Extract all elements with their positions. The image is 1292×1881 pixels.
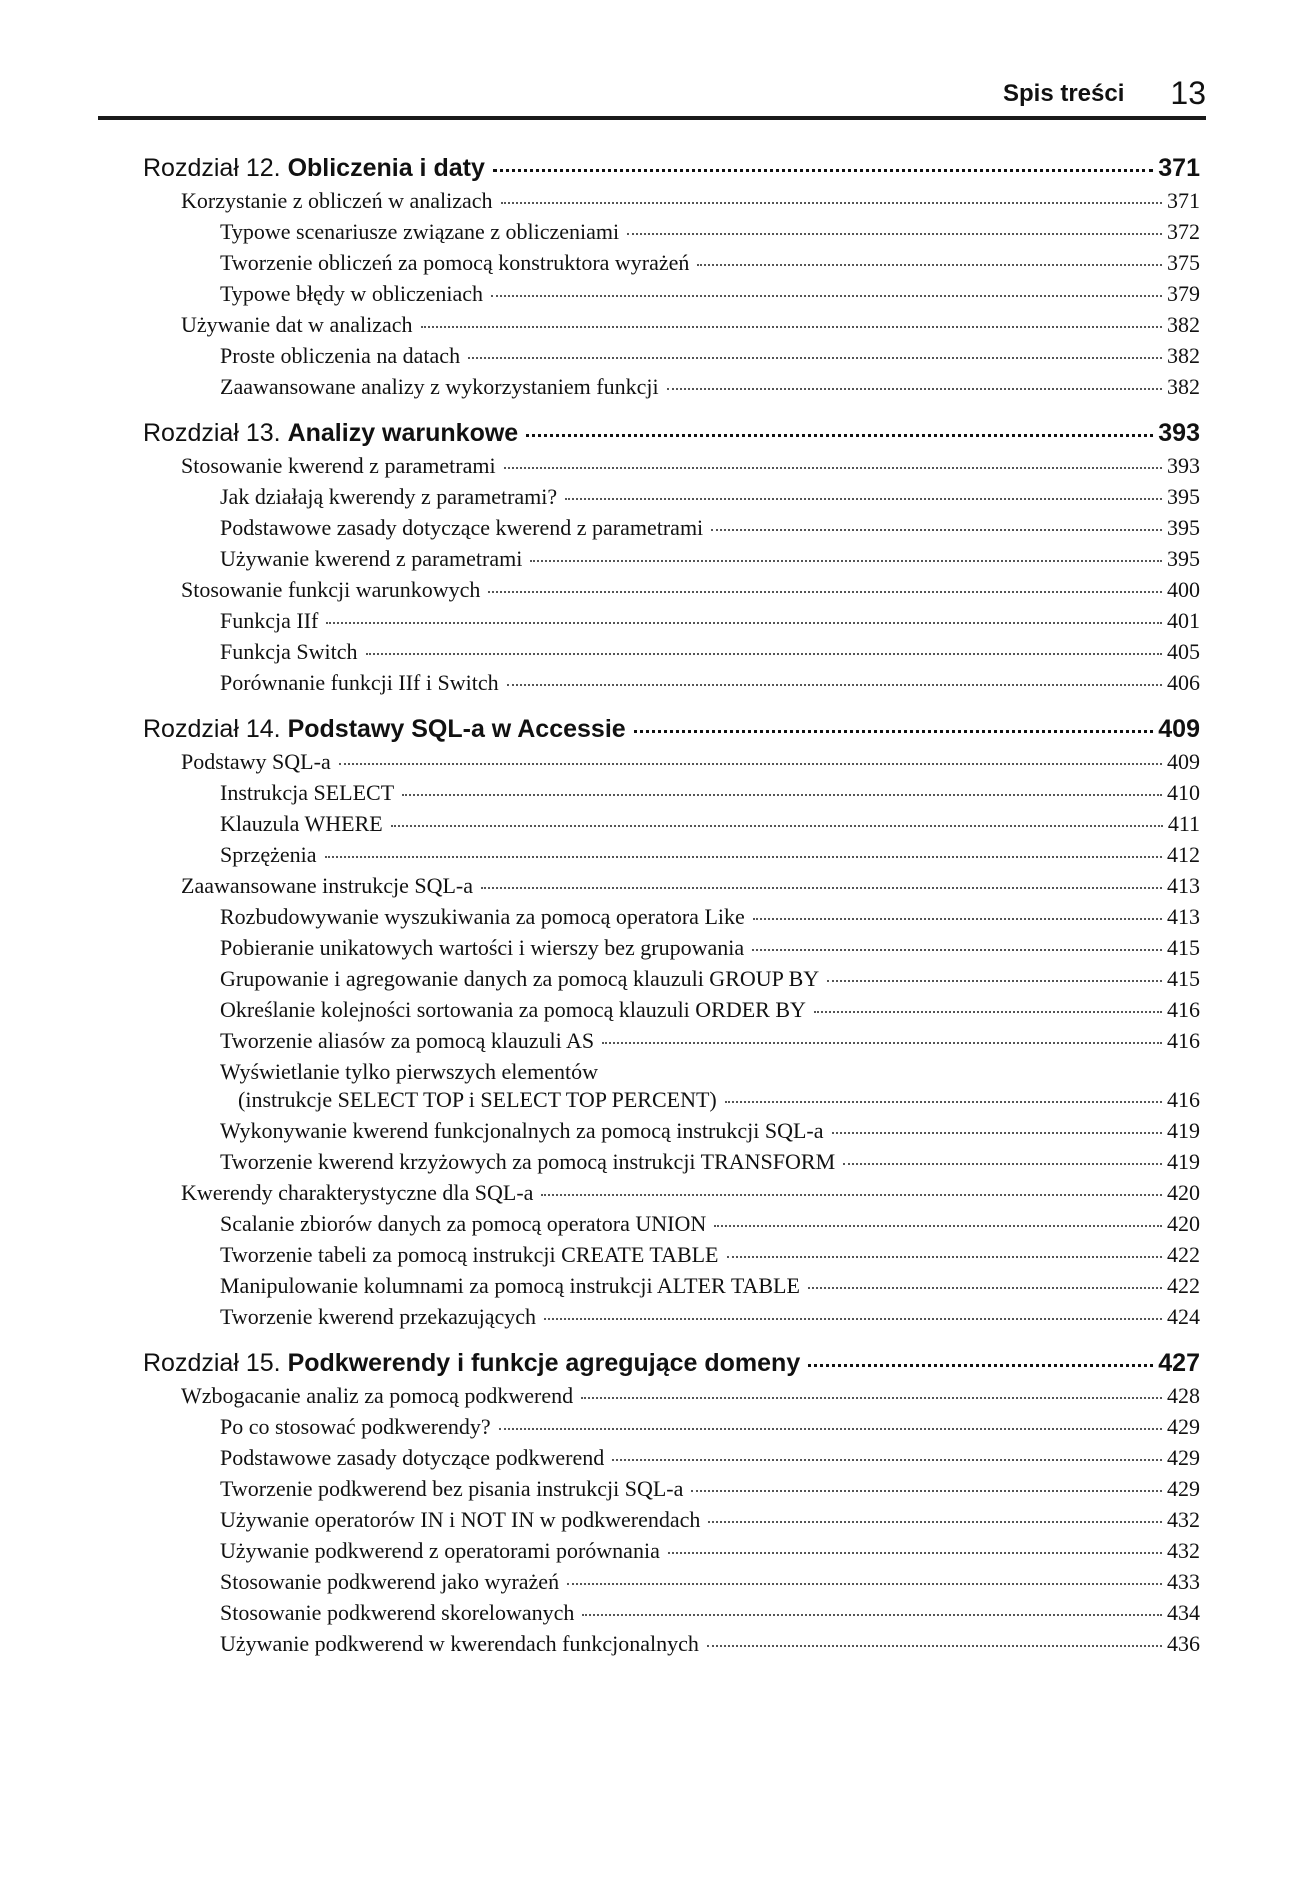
chapter-section: [143, 419, 1200, 701]
entry-page: 409: [1167, 749, 1200, 774]
dot-leader: [714, 1225, 1162, 1227]
toc-subsection-entry[interactable]: [143, 343, 1200, 374]
entry-title: Klauzula WHERE: [220, 811, 383, 836]
entry-page: 410: [1167, 780, 1200, 805]
entry-page: 420: [1167, 1180, 1200, 1205]
entry-title: Podstawy SQL-a: [181, 749, 331, 774]
entry-title: Po co stosować podkwerendy?: [220, 1414, 491, 1439]
toc-subsection-entry[interactable]: [143, 1149, 1200, 1180]
dot-leader: [402, 794, 1162, 796]
toc-subsection-entry[interactable]: [143, 1414, 1200, 1445]
dot-leader: [504, 467, 1162, 469]
entry-page: 379: [1167, 281, 1200, 306]
toc-subsection-entry[interactable]: [143, 1600, 1200, 1631]
toc-subsection-entry[interactable]: [143, 670, 1200, 701]
dot-leader: [832, 1132, 1163, 1134]
chapter-section: [143, 715, 1200, 1335]
entry-page: 432: [1167, 1538, 1200, 1563]
entry-title: Kwerendy charakterystyczne dla SQL-a: [181, 1180, 534, 1205]
dot-leader: [582, 1614, 1162, 1616]
dot-leader: [565, 498, 1162, 500]
dot-leader: [421, 326, 1163, 328]
toc-subsection-entry[interactable]: [143, 515, 1200, 546]
dot-leader: [843, 1163, 1162, 1165]
entry-page: 419: [1167, 1118, 1200, 1143]
toc-subsection-entry[interactable]: [143, 639, 1200, 670]
entry-title-continuation: (instrukcje SELECT TOP i SELECT TOP PERCENT): [238, 1087, 717, 1112]
chapter-title: Obliczenia i daty: [287, 154, 485, 182]
toc-subsection-entry[interactable]: [143, 484, 1200, 515]
toc-subsection-entry[interactable]: [143, 966, 1200, 997]
toc-section-entry[interactable]: [143, 1180, 1200, 1211]
entry-page: 382: [1167, 374, 1200, 399]
entry-title: Podstawowe zasady dotyczące podkwerend: [220, 1445, 605, 1470]
entry-title: Scalanie zbiorów danych za pomocą operatora UNION: [220, 1211, 707, 1236]
entry-page: 401: [1167, 608, 1200, 633]
entry-page: 395: [1167, 515, 1200, 540]
chapter-section: [143, 154, 1200, 405]
toc-entry[interactable]: [143, 1059, 1200, 1087]
dot-leader: [481, 887, 1162, 889]
dot-leader: [526, 434, 1153, 437]
entry-page: 372: [1167, 219, 1200, 244]
toc-subsection-entry[interactable]: [143, 1304, 1200, 1335]
chapter-heading[interactable]: [143, 715, 1200, 749]
dot-leader: [602, 1042, 1162, 1044]
entry-page: 412: [1167, 842, 1200, 867]
dot-leader: [581, 1397, 1162, 1399]
dot-leader: [727, 1256, 1163, 1258]
entry-title: Manipulowanie kolumnami za pomocą instrukcji ALTER TABLE: [220, 1273, 800, 1298]
entry-title: Funkcja Switch: [220, 639, 358, 664]
entry-page: 411: [1167, 811, 1200, 836]
entry-page: 415: [1167, 935, 1200, 960]
toc-section-entry[interactable]: [143, 1383, 1200, 1414]
dot-leader: [627, 233, 1162, 235]
dot-leader: [366, 653, 1163, 655]
chapter-page: 427: [1158, 1349, 1200, 1377]
dot-leader: [541, 1194, 1162, 1196]
toc-section-entry[interactable]: [143, 188, 1200, 219]
entry-title: Grupowanie i agregowanie danych za pomocą klauzuli GROUP BY: [220, 966, 820, 991]
dot-leader: [325, 856, 1163, 858]
toc-subsection-entry[interactable]: [143, 1028, 1200, 1059]
dot-leader: [544, 1318, 1162, 1320]
dot-leader: [507, 684, 1162, 686]
entry-page: 406: [1167, 670, 1200, 695]
running-title: Spis treści: [1003, 80, 1125, 107]
dot-leader: [493, 169, 1153, 172]
entry-page: 393: [1167, 453, 1200, 478]
entry-page: 429: [1167, 1476, 1200, 1501]
toc-subsection-entry[interactable]: [143, 780, 1200, 811]
entry-page: 395: [1167, 484, 1200, 509]
toc-subsection-entry[interactable]: [143, 374, 1200, 405]
entry-page: 413: [1167, 904, 1200, 929]
chapter-title: Podkwerendy i funkcje agregujące domeny: [287, 1349, 801, 1377]
toc-subsection-entry[interactable]: [143, 219, 1200, 250]
entry-title: Używanie kwerend z parametrami: [220, 546, 523, 571]
dot-leader: [491, 295, 1162, 297]
entry-page: 382: [1167, 343, 1200, 368]
dot-leader: [488, 591, 1162, 593]
dot-leader: [691, 1490, 1162, 1492]
entry-page: 416: [1167, 1028, 1200, 1053]
toc-subsection-entry[interactable]: [143, 1631, 1200, 1662]
entry-title: Tworzenie tabeli za pomocą instrukcji CREATE TABLE: [220, 1242, 719, 1267]
chapter-title: Analizy warunkowe: [287, 419, 519, 447]
chapter-label: Rozdział 12.: [143, 154, 281, 182]
dot-leader: [326, 622, 1162, 624]
entry-page: 420: [1167, 1211, 1200, 1236]
entry-title: Tworzenie kwerend przekazujących: [220, 1304, 537, 1329]
toc-subsection-entry[interactable]: [143, 1118, 1200, 1149]
entry-page: 419: [1167, 1149, 1200, 1174]
entry-title: Tworzenie obliczeń za pomocą konstruktora wyrażeń: [220, 250, 690, 275]
chapter-label: Rozdział 14.: [143, 715, 281, 743]
entry-page: 433: [1167, 1569, 1200, 1594]
toc-subsection-entry[interactable]: [143, 281, 1200, 312]
toc-subsection-entry[interactable]: [143, 1242, 1200, 1273]
entry-title: Zaawansowane instrukcje SQL-a: [181, 873, 474, 898]
entry-title: Podstawowe zasady dotyczące kwerend z parametrami: [220, 515, 704, 540]
entry-title: Stosowanie podkwerend skorelowanych: [220, 1600, 575, 1625]
dot-leader: [707, 1645, 1162, 1647]
dot-leader: [814, 1011, 1162, 1013]
chapter-page: 409: [1158, 715, 1200, 743]
dot-leader: [501, 202, 1162, 204]
entry-title: Typowe scenariusze związane z obliczeniami: [220, 219, 620, 244]
toc-entry-continuation[interactable]: [143, 1087, 1200, 1118]
entry-title: Rozbudowywanie wyszukiwania za pomocą operatora Like: [220, 904, 745, 929]
toc-subsection-entry[interactable]: [143, 608, 1200, 639]
toc-section-entry[interactable]: [143, 873, 1200, 904]
dot-leader: [634, 730, 1154, 733]
entry-page: 416: [1167, 1087, 1200, 1112]
dot-leader: [752, 949, 1162, 951]
toc-subsection-entry[interactable]: [143, 935, 1200, 966]
chapter-label: Rozdział 13.: [143, 419, 281, 447]
chapter-page: 393: [1158, 419, 1200, 447]
entry-title: Sprzężenia: [220, 842, 317, 867]
entry-title: Wykonywanie kwerend funkcjonalnych za pomocą instrukcji SQL-a: [220, 1118, 824, 1143]
dot-leader: [499, 1428, 1162, 1430]
entry-page: 434: [1167, 1600, 1200, 1625]
dot-leader: [708, 1521, 1162, 1523]
dot-leader: [753, 918, 1162, 920]
chapter-heading[interactable]: [143, 154, 1200, 188]
entry-page: 436: [1167, 1631, 1200, 1656]
entry-page: 375: [1167, 250, 1200, 275]
entry-page: 415: [1167, 966, 1200, 991]
dot-leader: [808, 1287, 1162, 1289]
toc-subsection-entry[interactable]: [143, 1273, 1200, 1304]
dot-leader: [711, 529, 1162, 531]
entry-title: Określanie kolejności sortowania za pomocą klauzuli ORDER BY: [220, 997, 806, 1022]
entry-page: 429: [1167, 1414, 1200, 1439]
toc-section-entry[interactable]: [143, 749, 1200, 780]
dot-leader: [668, 1552, 1162, 1554]
entry-title: Używanie dat w analizach: [181, 312, 413, 337]
toc-section-entry[interactable]: [143, 577, 1200, 608]
entry-title: Pobieranie unikatowych wartości i wierszy bez grupowania: [220, 935, 745, 960]
toc-subsection-entry[interactable]: [143, 904, 1200, 935]
toc-section-entry[interactable]: [143, 453, 1200, 484]
dot-leader: [697, 264, 1162, 266]
chapter-section: [143, 1349, 1200, 1662]
toc-section-entry[interactable]: [143, 312, 1200, 343]
entry-title: Funkcja IIf: [220, 608, 319, 633]
entry-title: Tworzenie aliasów za pomocą klauzuli AS: [220, 1028, 595, 1053]
chapter-label: Rozdział 15.: [143, 1349, 281, 1377]
entry-page: 416: [1167, 997, 1200, 1022]
entry-page: 432: [1167, 1507, 1200, 1532]
toc-subsection-entry[interactable]: [143, 842, 1200, 873]
entry-page: 422: [1167, 1273, 1200, 1298]
entry-page: 405: [1167, 639, 1200, 664]
dot-leader: [612, 1459, 1162, 1461]
dot-leader: [468, 357, 1162, 359]
toc-subsection-entry[interactable]: [143, 1538, 1200, 1569]
chapter-title: Podstawy SQL-a w Accessie: [287, 715, 626, 743]
toc-subsection-entry[interactable]: [143, 250, 1200, 281]
dot-leader: [827, 980, 1162, 982]
dot-leader: [391, 825, 1163, 827]
toc-subsection-entry[interactable]: [143, 546, 1200, 577]
entry-title: Korzystanie z obliczeń w analizach: [181, 188, 493, 213]
chapter-page: 371: [1158, 154, 1200, 182]
entry-title: Stosowanie funkcji warunkowych: [181, 577, 481, 602]
entry-title: Wzbogacanie analiz za pomocą podkwerend: [181, 1383, 574, 1408]
dot-leader: [808, 1364, 1153, 1367]
page-number: 13: [1170, 75, 1206, 111]
toc-subsection-entry[interactable]: [143, 1476, 1200, 1507]
entry-page: 395: [1167, 546, 1200, 571]
page-header: [98, 62, 1206, 120]
chapter-heading[interactable]: [143, 419, 1200, 453]
entry-page: 428: [1167, 1383, 1200, 1408]
entry-title: Jak działają kwerendy z parametrami?: [220, 484, 558, 509]
entry-title: Tworzenie podkwerend bez pisania instrukcji SQL-a: [220, 1476, 684, 1501]
entry-title: Używanie operatorów IN i NOT IN w podkwerendach: [220, 1507, 701, 1532]
chapter-heading[interactable]: [143, 1349, 1200, 1383]
entry-page: 413: [1167, 873, 1200, 898]
dot-leader: [667, 388, 1162, 390]
entry-title: Używanie podkwerend z operatorami porównania: [220, 1538, 660, 1563]
entry-title: Wyświetlanie tylko pierwszych elementów: [220, 1059, 599, 1084]
entry-title: Porównanie funkcji IIf i Switch: [220, 670, 499, 695]
entry-page: 422: [1167, 1242, 1200, 1267]
entry-page: 382: [1167, 312, 1200, 337]
entry-title: Typowe błędy w obliczeniach: [220, 281, 483, 306]
entry-title: Stosowanie podkwerend jako wyrażeń: [220, 1569, 560, 1594]
entry-title: Zaawansowane analizy z wykorzystaniem funkcji: [220, 374, 659, 399]
toc-subsection-entry[interactable]: [143, 1445, 1200, 1476]
entry-title: Stosowanie kwerend z parametrami: [181, 453, 496, 478]
entry-page: 400: [1167, 577, 1200, 602]
entry-page: 371: [1167, 188, 1200, 213]
entry-title: Tworzenie kwerend krzyżowych za pomocą instrukcji TRANSFORM: [220, 1149, 836, 1174]
dot-leader: [530, 560, 1162, 562]
table-of-contents: [143, 154, 1200, 1676]
entry-title: Proste obliczenia na datach: [220, 343, 461, 368]
entry-title: Używanie podkwerend w kwerendach funkcjonalnych: [220, 1631, 699, 1656]
toc-subsection-entry[interactable]: [143, 997, 1200, 1028]
toc-subsection-entry[interactable]: [143, 1569, 1200, 1600]
entry-title: Instrukcja SELECT: [220, 780, 395, 805]
entry-page: 429: [1167, 1445, 1200, 1470]
toc-subsection-entry[interactable]: [143, 811, 1200, 842]
entry-page: 424: [1167, 1304, 1200, 1329]
dot-leader: [725, 1101, 1162, 1103]
toc-subsection-entry[interactable]: [143, 1211, 1200, 1242]
toc-subsection-entry[interactable]: [143, 1507, 1200, 1538]
dot-leader: [567, 1583, 1162, 1585]
dot-leader: [339, 763, 1162, 765]
